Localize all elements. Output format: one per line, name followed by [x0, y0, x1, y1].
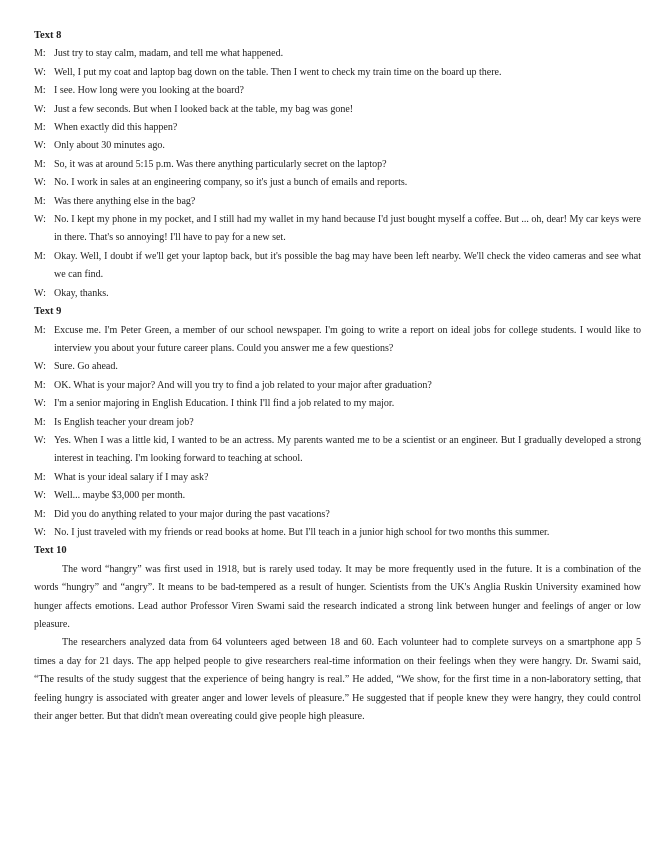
utterance-text: Okay. Well, I doubt if we'll get your laptop back, but it's possible the bag may have been left nearby. We'll check the video cameras and see what we can find.	[54, 250, 641, 281]
utterance-text: No. I kept my phone in my pocket, and I still had my wallet in my hand because I'd just bought myself a coffee. But ... oh, dear! My car keys were in there. That's so annoying! I'll have to pay for a new set.	[54, 214, 641, 244]
utterance-text: Sure. Go ahead.	[54, 361, 118, 373]
speaker-label: W:	[34, 434, 46, 446]
section-title: Text 8	[34, 30, 62, 41]
dialogue-line	[34, 64, 641, 82]
dialogue-line	[34, 211, 641, 248]
speaker-label: W:	[34, 287, 46, 299]
utterance-text: When exactly did this happen?	[54, 122, 178, 134]
speaker-label: M:	[34, 471, 46, 483]
utterance-text: Only about 30 minutes ago.	[54, 140, 165, 152]
utterance-text: Just a few seconds. But when I looked back at the table, my bag was gone!	[54, 103, 354, 115]
dialogue	[34, 322, 641, 543]
speaker-label: W:	[34, 398, 46, 410]
text9-section	[34, 303, 641, 542]
utterance-text: Well, I put my coat and laptop bag down on the table. Then I went to check my train time on the board up there.	[54, 66, 502, 78]
speaker-label: M:	[34, 122, 46, 134]
speaker-label: M:	[34, 324, 46, 336]
dialogue-line	[34, 119, 641, 137]
dialogue-line	[34, 101, 641, 119]
utterance-text: Okay, thanks.	[54, 287, 109, 299]
paragraph: The word “hangry” was first used in 1918, but is rarely used today. It may be more frequently used in the future. It is a combination of the words “hungry” and “angry”. It means to be bad-tempered as a result of hunger. Scientists from the UK's Anglia Ruskin University examined how hunger affects emotions. Lead author Professor Viren Swami said the research indicated a strong link between hunger and feelings of anger or low pleasure.	[34, 563, 641, 630]
speaker-label: W:	[34, 490, 46, 502]
speaker-label: W:	[34, 214, 46, 226]
dialogue-line	[34, 45, 641, 63]
dialogue-line	[34, 82, 641, 100]
utterance-text: OK. What is your major? And will you try to find a job related to your major after graduation?	[54, 379, 432, 391]
dialogue-line	[34, 285, 641, 303]
utterance-text: I'm a senior majoring in English Education. I think I'll find a job related to my major.	[54, 398, 395, 410]
text10-section	[34, 542, 641, 726]
dialogue-line	[34, 414, 641, 432]
utterance-text: No. I work in sales at an engineering company, so it's just a bunch of emails and reports.	[54, 177, 408, 189]
speaker-label: M:	[34, 250, 46, 262]
speaker-label: M:	[34, 195, 46, 207]
dialogue-line	[34, 487, 641, 505]
speaker-label: W:	[34, 177, 46, 189]
dialogue-line	[34, 156, 641, 174]
dialogue-line	[34, 137, 641, 155]
speaker-label: W:	[34, 526, 46, 538]
speaker-label: M:	[34, 85, 46, 97]
speaker-label: W:	[34, 66, 46, 78]
utterance-text: I see. How long were you looking at the board?	[54, 85, 244, 97]
dialogue-line	[34, 358, 641, 376]
speaker-label: M:	[34, 416, 46, 428]
dialogue-line	[34, 377, 641, 395]
section-title: Text 10	[34, 545, 67, 557]
dialogue-line	[34, 506, 641, 524]
utterance-text: Yes. When I was a little kid, I wanted to be an actress. My parents wanted me to be a scientist or an engineer. But I gradually developed a strong interest in teaching. I'm looking forward to teaching at school.	[54, 434, 641, 465]
speaker-label: M:	[34, 158, 46, 170]
dialogue-line	[34, 524, 641, 542]
section-title: Text 9	[34, 306, 62, 318]
utterance-text: No. I just traveled with my friends or read books at home. But I'll teach in a junior high school for two months this summer.	[54, 526, 550, 538]
dialogue-line	[34, 322, 641, 359]
paragraph: The researchers analyzed data from 64 volunteers aged between 18 and 60. Each volunteer had to complete surveys on a smartphone app 5 times a day for 21 days. The app helped people to give researchers real-time information on their feelings when they were hangry. Dr. Swami said, “The results of the study suggest that the experience of being hangry is real.” He added, “We show, for the first time in a non-laboratory setting, that feeling hungry is associated with greater anger and lower levels of pleasure.” He suggested that if people knew they were hangry, they could control their anger better. But that didn't mean overeating could give people high pleasure.	[34, 637, 641, 723]
speaker-label: M:	[34, 508, 46, 520]
utterance-text: Well... maybe $3,000 per month.	[54, 490, 186, 502]
speaker-label: W:	[34, 361, 46, 373]
speaker-label: M:	[34, 379, 46, 391]
dialogue-line	[34, 395, 641, 413]
text8-section	[34, 27, 641, 303]
utterance-text: Was there anything else in the bag?	[54, 195, 196, 207]
speaker-label: W:	[34, 140, 46, 152]
dialogue-line	[34, 174, 641, 192]
dialogue-line	[34, 432, 641, 469]
speaker-label: W:	[34, 103, 46, 115]
utterance-text: Just try to stay calm, madam, and tell me what happened.	[54, 48, 284, 60]
utterance-text: Did you do anything related to your major during the past vacations?	[54, 508, 330, 520]
speaker-label: M:	[34, 48, 46, 60]
dialogue-line	[34, 248, 641, 285]
utterance-text: Is English teacher your dream job?	[54, 416, 194, 428]
dialogue-line	[34, 193, 641, 211]
dialogue-line	[34, 469, 641, 487]
utterance-text: So, it was at around 5:15 p.m. Was there anything particularly secret on the laptop?	[54, 158, 387, 170]
dialogue	[34, 45, 641, 303]
utterance-text: Excuse me. I'm Peter Green, a member of our school newspaper. I'm going to write a report on ideal jobs for college students. I would like to interview you about your future career plans. Could you answer me a few questions?	[54, 324, 641, 354]
utterance-text: What is your ideal salary if I may ask?	[54, 471, 209, 483]
